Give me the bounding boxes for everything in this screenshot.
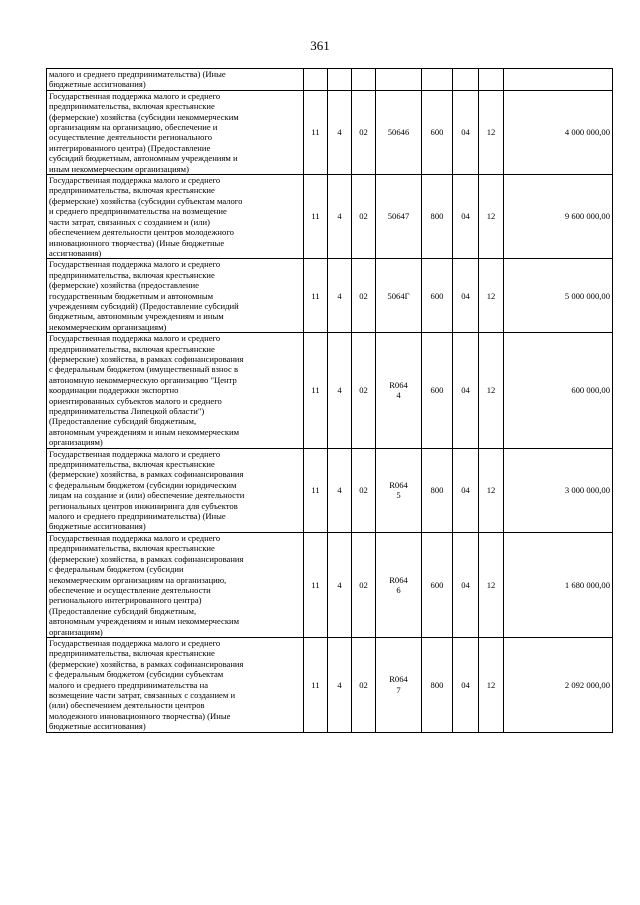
table-row <box>47 448 613 532</box>
description-line: Государственная поддержка малого и среднего <box>49 333 221 344</box>
description-line: интегрированного центра) (Предоставление <box>49 142 211 153</box>
code-cell-c1: 11 <box>304 333 328 448</box>
page-number: 361 <box>310 38 330 53</box>
description-line: (фермерские) хозяйства (субсидии некоммерческим <box>49 111 239 122</box>
code-cell-c4 <box>376 90 422 174</box>
description-line: и среднего предпринимательства на возмещение <box>49 206 227 217</box>
description-line: предпринимательства Липецкой области") <box>49 406 205 416</box>
description-line: с федеральным бюджетом (субсидии юридическим <box>49 479 237 490</box>
description-line: предпринимательства, включая крестьянские <box>49 459 215 470</box>
target-article-code-part: R064 <box>389 674 408 685</box>
description-line: части затрат, связанных с созданием и (или) <box>49 216 210 227</box>
code-cell-c6: 04 <box>453 637 479 732</box>
amount-cell: 4 000 000,00 <box>504 90 613 174</box>
target-article-code-part: 50646 <box>387 127 410 138</box>
description-line: автономную некоммерческую организацию "Центр <box>49 374 237 385</box>
code-cell-c1: 11 <box>304 532 328 637</box>
description-line: предпринимательства, включая крестьянские <box>49 648 215 659</box>
description-line: ориентированных субъектов малого и среднего <box>49 395 222 406</box>
description-line: учреждениям субсидий) (Предоставление субсидий <box>49 300 239 311</box>
description-line: (фермерские) хозяйства (предоставление <box>49 280 199 291</box>
description-line: предпринимательства, включая крестьянские <box>49 343 215 354</box>
target-article-code-part: R064 <box>389 479 408 490</box>
description-line: осуществление деятельности регионального <box>49 132 213 143</box>
description-line: Государственная поддержка малого и среднего <box>49 637 221 648</box>
code-cell-c5 <box>422 69 453 91</box>
description-line: молодежного инновационного творчества) (Иные <box>49 710 231 721</box>
code-cell-c7: 12 <box>479 333 504 448</box>
description-line: координации поддержки экспортно <box>49 385 179 396</box>
description-line: бюджетные ассигнования) <box>49 521 146 532</box>
description-line: Государственная поддержка малого и среднего <box>49 532 221 543</box>
code-cell-c6: 04 <box>453 90 479 174</box>
target-article-code-part: 5064Г <box>387 290 410 301</box>
description-line: возмещение части затрат, связанных с созданием и <box>49 689 236 700</box>
description-line: бюджетные ассигнования) <box>49 79 146 90</box>
row-description <box>47 333 304 448</box>
code-cell-c3: 02 <box>352 90 376 174</box>
description-line: с федеральным бюджетом (имущественный взнос в <box>49 364 239 375</box>
code-cell-c6: 04 <box>453 175 479 259</box>
description-line: предпринимательства, включая крестьянские <box>49 101 215 112</box>
code-cell-c5: 600 <box>422 90 453 174</box>
code-cell-c6: 04 <box>453 448 479 532</box>
description-line: малого и среднего предпринимательства) (Иные <box>49 69 226 79</box>
description-line: предпринимательства, включая крестьянские <box>49 185 215 196</box>
amount-cell: 9 600 000,00 <box>504 175 613 259</box>
code-cell-c1: 11 <box>304 448 328 532</box>
description-line: обеспечением деятельности центров молодежного <box>49 227 234 238</box>
row-description <box>47 175 304 259</box>
code-cell-c2: 4 <box>328 532 352 637</box>
description-line: некоммерческим организациям на организацию, <box>49 574 227 585</box>
table-row <box>47 637 613 732</box>
code-cell-c3: 02 <box>352 532 376 637</box>
row-description <box>47 532 304 637</box>
code-cell-c7: 12 <box>479 532 504 637</box>
row-description <box>47 448 304 532</box>
code-cell-c2 <box>328 69 352 91</box>
table-row <box>47 175 613 259</box>
description-line: бюджетным, автономным учреждениям и иным <box>49 311 224 322</box>
description-line: Государственная поддержка малого и среднего <box>49 259 221 270</box>
description-line: организациям) <box>49 437 103 448</box>
row-description <box>47 90 304 174</box>
target-article-code-part: 6 <box>396 584 401 595</box>
code-cell-c7: 12 <box>479 175 504 259</box>
description-line: (или) обеспечением деятельности центров <box>49 700 205 711</box>
code-cell-c6 <box>453 69 479 91</box>
table-row <box>47 69 613 91</box>
description-line: Государственная поддержка малого и среднего <box>49 175 221 186</box>
description-line: лицам на создание и (или) обеспечение деятельности <box>49 490 245 501</box>
description-line: некоммерческим организациям) <box>49 321 167 332</box>
amount-cell: 5 000 000,00 <box>504 259 613 333</box>
description-line: регионального интегрированного центра) <box>49 595 202 606</box>
description-line: ассигнования) <box>49 247 102 258</box>
code-cell-c5: 800 <box>422 448 453 532</box>
code-cell-c7: 12 <box>479 637 504 732</box>
description-line: (фермерские) хозяйства, в рамках софинансирования <box>49 469 244 480</box>
table-row <box>47 532 613 637</box>
budget-table-body <box>47 69 613 733</box>
amount-cell <box>504 69 613 91</box>
description-line: государственным бюджетным и автономным <box>49 290 214 301</box>
code-cell-c2: 4 <box>328 637 352 732</box>
table-row <box>47 90 613 174</box>
code-cell-c1: 11 <box>304 259 328 333</box>
code-cell-c5: 800 <box>422 175 453 259</box>
description-line: обеспечение и осуществление деятельности <box>49 584 211 595</box>
amount-cell: 600 000,00 <box>504 333 613 448</box>
row-description <box>47 637 304 732</box>
code-cell-c4 <box>376 333 422 448</box>
code-cell-c4 <box>376 448 422 532</box>
amount-cell: 3 000 000,00 <box>504 448 613 532</box>
code-cell-c2: 4 <box>328 448 352 532</box>
description-line: малого и среднего предпринимательства на <box>49 679 209 690</box>
target-article-code-part: 50647 <box>387 211 410 222</box>
target-article-code-part: 7 <box>396 684 401 695</box>
code-cell-c4 <box>376 69 422 91</box>
code-cell-c7: 12 <box>479 259 504 333</box>
code-cell-c3 <box>352 69 376 91</box>
code-cell-c7: 12 <box>479 90 504 174</box>
description-line: с федеральным бюджетом (субсидии субъектам <box>49 669 224 680</box>
code-cell-c5: 800 <box>422 637 453 732</box>
description-line: (фермерские) хозяйства, в рамках софинансирования <box>49 658 244 669</box>
code-cell-c4 <box>376 175 422 259</box>
description-line: Государственная поддержка малого и среднего <box>49 448 221 459</box>
description-line: организациям) <box>49 626 103 637</box>
code-cell-c3: 02 <box>352 448 376 532</box>
target-article-code-part: 4 <box>396 390 401 401</box>
description-line: иным некоммерческим организациям) <box>49 163 189 174</box>
code-cell-c2: 4 <box>328 259 352 333</box>
description-line: Государственная поддержка малого и среднего <box>49 90 221 101</box>
description-line: бюджетные ассигнования) <box>49 721 146 732</box>
code-cell-c3: 02 <box>352 175 376 259</box>
target-article-code-part: 5 <box>396 490 401 501</box>
description-line: субсидий бюджетным, автономным учреждениям и <box>49 153 238 164</box>
code-cell-c6: 04 <box>453 532 479 637</box>
description-line: автономным учреждениям и иным некоммерческим <box>49 616 240 627</box>
budget-table <box>46 68 613 733</box>
code-cell-c3: 02 <box>352 333 376 448</box>
description-line: (Предоставление субсидий бюджетным, <box>49 416 197 427</box>
description-line: предпринимательства, включая крестьянские <box>49 543 215 554</box>
code-cell-c4 <box>376 259 422 333</box>
code-cell-c1 <box>304 69 328 91</box>
description-line: (фермерские) хозяйства (субсидии субъектам малого <box>49 195 243 206</box>
description-line: региональных центров инжиниринга для субъектов <box>49 500 238 511</box>
code-cell-c4 <box>376 532 422 637</box>
description-line: автономным учреждениям и иным некоммерческим <box>49 426 240 437</box>
description-line: предпринимательства, включая крестьянские <box>49 269 215 280</box>
code-cell-c1: 11 <box>304 637 328 732</box>
code-cell-c1: 11 <box>304 175 328 259</box>
description-line: (Предоставление субсидий бюджетным, <box>49 605 197 616</box>
code-cell-c3: 02 <box>352 259 376 333</box>
description-line: (фермерские) хозяйства, в рамках софинансирования <box>49 353 244 364</box>
table-row <box>47 259 613 333</box>
code-cell-c5: 600 <box>422 532 453 637</box>
row-description <box>47 69 304 91</box>
target-article-code-part: R064 <box>389 379 408 390</box>
code-cell-c2: 4 <box>328 90 352 174</box>
code-cell-c2: 4 <box>328 333 352 448</box>
code-cell-c3: 02 <box>352 637 376 732</box>
code-cell-c2: 4 <box>328 175 352 259</box>
description-line: инновационного творчества) (Иные бюджетные <box>49 237 225 248</box>
description-line: с федеральным бюджетом (субсидии <box>49 564 184 575</box>
code-cell-c4 <box>376 637 422 732</box>
code-cell-c7 <box>479 69 504 91</box>
code-cell-c7: 12 <box>479 448 504 532</box>
description-line: организациям на организацию, обеспечение и <box>49 122 218 133</box>
description-line: малого и среднего предпринимательства) (Иные <box>49 511 226 522</box>
code-cell-c6: 04 <box>453 259 479 333</box>
amount-cell: 1 680 000,00 <box>504 532 613 637</box>
amount-cell: 2 092 000,00 <box>504 637 613 732</box>
table-row <box>47 333 613 448</box>
description-line: (фермерские) хозяйства, в рамках софинансирования <box>49 553 244 564</box>
target-article-code-part: R064 <box>389 574 408 585</box>
code-cell-c6: 04 <box>453 333 479 448</box>
row-description <box>47 259 304 333</box>
code-cell-c5: 600 <box>422 333 453 448</box>
code-cell-c5: 600 <box>422 259 453 333</box>
code-cell-c1: 11 <box>304 90 328 174</box>
